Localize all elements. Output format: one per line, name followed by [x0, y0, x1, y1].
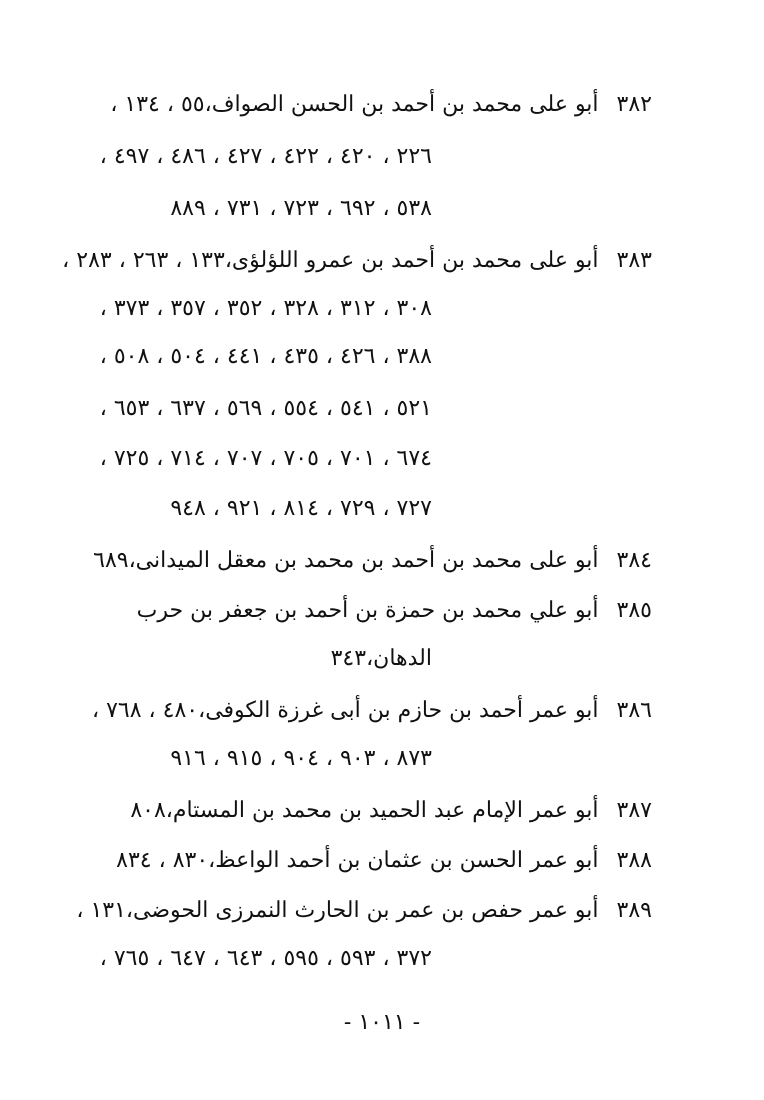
entry-388-line [116, 846, 652, 876]
entry-continuation: ٥٣٨ ، ٦٩٢ ، ٧٢٣ ، ٧٣١ ، ٨٨٩ [170, 196, 432, 221]
entry-383-line [62, 246, 652, 276]
entry-continuation: ٣٧٢ ، ٥٩٣ ، ٥٩٥ ، ٦٤٣ ، ٦٤٧ ، ٧٦٥ ، [99, 946, 432, 971]
entry-number: ٣٨٤ [616, 548, 652, 573]
entry-text: أبو عمر أحمد بن حازم بن أبى غرزة الكوفى،٤٨٠ ، ٧٦٨ ، [92, 698, 599, 723]
entry-continuation: ٣٠٨ ، ٣١٢ ، ٣٢٨ ، ٣٥٢ ، ٣٥٧ ، ٣٧٣ ، [99, 296, 432, 321]
entry-text: أبو على محمد بن أحمد بن محمد بن معقل الميدانى،٦٨٩ [93, 548, 599, 573]
entry-384-line [93, 546, 652, 576]
entry-continuation: الدهان،٣٤٣ [330, 646, 432, 671]
entry-text: أبو علي محمد بن حمزة بن أحمد بن جعفر بن حرب [136, 598, 599, 623]
entry-continuation: ٥٢١ ، ٥٤١ ، ٥٥٤ ، ٥٦٩ ، ٦٣٧ ، ٦٥٣ ، [99, 396, 432, 421]
entry-385-line [137, 596, 652, 626]
entry-number: ٣٨٣ [616, 248, 652, 273]
entry-number: ٣٨٢ [616, 92, 652, 117]
entry-continuation: ٢٢٦ ، ٤٢٠ ، ٤٢٢ ، ٤٢٧ ، ٤٨٦ ، ٤٩٧ ، [99, 144, 432, 169]
entry-382-line [110, 90, 652, 120]
entry-continuation: ٣٨٨ ، ٤٢٦ ، ٤٣٥ ، ٤٤١ ، ٥٠٤ ، ٥٠٨ ، [99, 344, 432, 369]
entry-387-line [130, 796, 652, 826]
entry-number: ٣٨٧ [616, 798, 652, 823]
entry-text: أبو عمر الحسن بن عثمان بن أحمد الواعظ،٨٣٠ ، ٨٣٤ [116, 848, 599, 873]
entry-number: ٣٨٥ [616, 598, 652, 623]
entry-continuation: ٦٧٤ ، ٧٠١ ، ٧٠٥ ، ٧٠٧ ، ٧١٤ ، ٧٢٥ ، [99, 446, 432, 471]
entry-continuation: ٨٧٣ ، ٩٠٣ ، ٩٠٤ ، ٩١٥ ، ٩١٦ [170, 746, 432, 771]
entry-number: ٣٨٦ [616, 698, 652, 723]
entry-number: ٣٨٨ [616, 848, 652, 873]
entry-text: أبو على محمد بن أحمد بن الحسن الصواف،٥٥ ، ١٣٤ ، [110, 92, 599, 117]
entry-text: أبو على محمد بن أحمد بن عمرو اللؤلؤى،١٣٣ ، ٢٦٣ ، ٢٨٣ ، [62, 248, 599, 273]
entry-text: أبو عمر الإمام عبد الحميد بن محمد بن المستام،٨٠٨ [130, 798, 599, 823]
entry-text: أبو عمر حفص بن عمر بن الحارث النمرزى الحوضى،١٣١ ، [76, 898, 599, 923]
entry-continuation: ٧٢٧ ، ٧٢٩ ، ٨١٤ ، ٩٢١ ، ٩٤٨ [170, 496, 432, 521]
page-number: - ١٠١١ - [343, 1010, 421, 1035]
entry-number: ٣٨٩ [616, 898, 652, 923]
entry-386-line [92, 696, 652, 726]
entry-389-line [76, 896, 652, 926]
